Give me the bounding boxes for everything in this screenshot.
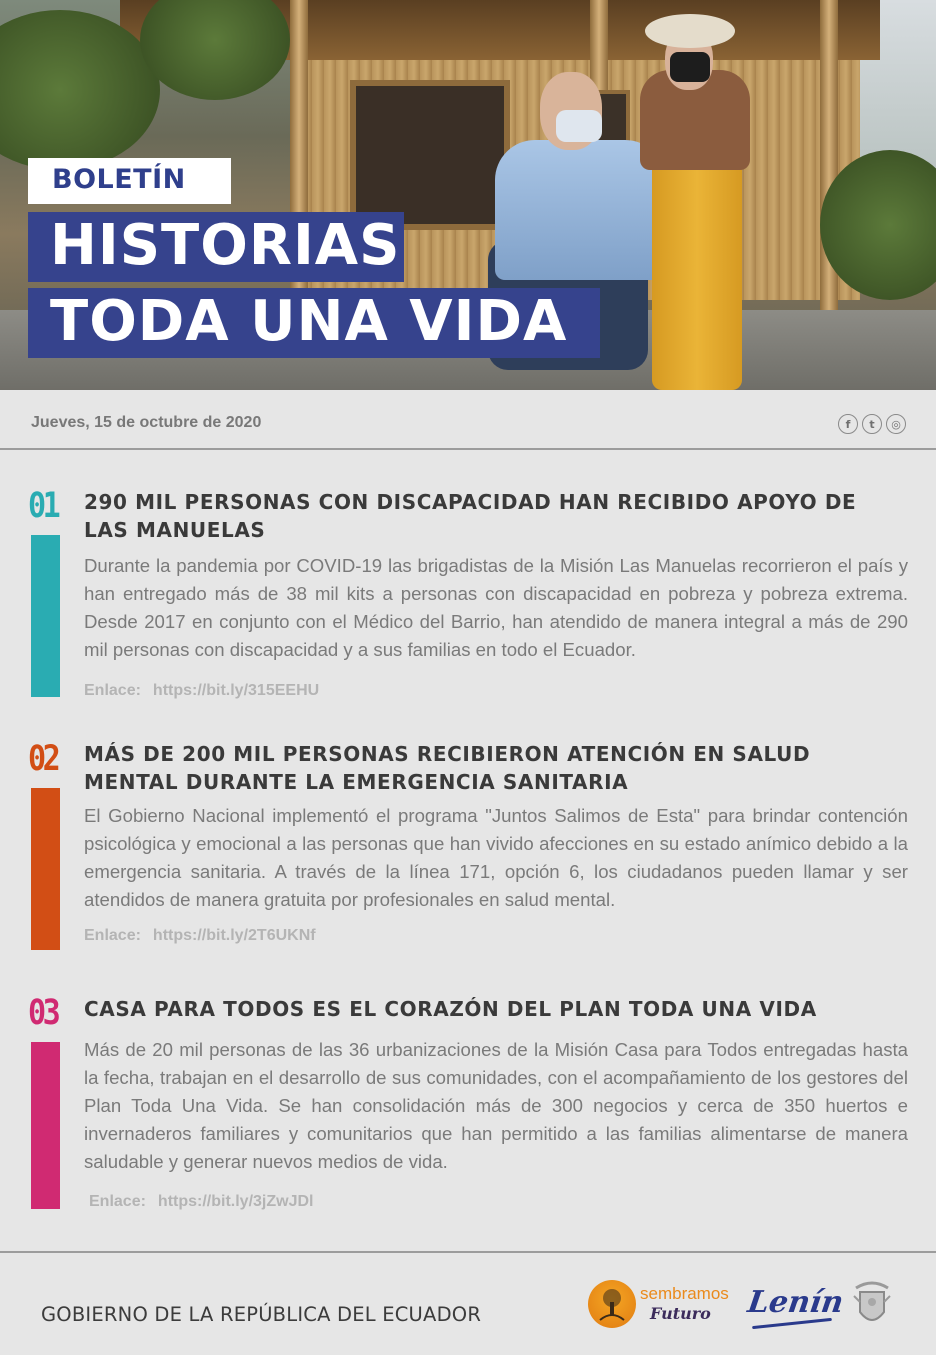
article-number: 02 bbox=[28, 739, 58, 779]
instagram-icon[interactable]: ◎ bbox=[886, 414, 906, 434]
article-link-url[interactable]: https://bit.ly/2T6UKNf bbox=[152, 927, 316, 944]
article-link bbox=[84, 682, 319, 700]
hero-photo bbox=[0, 0, 936, 390]
hero-person bbox=[670, 52, 710, 82]
article-link-label: Enlace: bbox=[84, 682, 141, 699]
article-body: Más de 20 mil personas de las 36 urbanizaciones de la Misión Casa para Todos entregadas hasta la fecha, trabajan en el desarrollo de sus comunidades, con el acompañamiento de los gestores del Plan Toda Una Vida. Se han consolidación más de 300 negocios y cerca de 350 huertos e invernaderos familiares y comunitarios que han permitido a las familias alimentarse de manera saludable y generar nuevos medios de vida. bbox=[84, 1039, 908, 1172]
facebook-icon[interactable]: f bbox=[838, 414, 858, 434]
article-link bbox=[89, 1193, 313, 1211]
article-body: Durante la pandemia por COVID-19 las brigadistas de la Misión Las Manuelas recorrieron el país y han entregado más de 38 mil kits a personas con discapacidad en pobreza y pobreza extrema. Desde 2017 en conjunto con el Médico del Barrio, han atendido de manera integral a más de 290 mil personas con discapacidad y a sus familias en todo el Ecuador. bbox=[84, 555, 908, 660]
coat-of-arms-icon bbox=[850, 1278, 894, 1332]
title-line-1-box bbox=[28, 212, 404, 282]
article-title: CASA PARA TODOS ES EL CORAZÓN DEL PLAN TODA UNA VIDA bbox=[84, 997, 817, 1021]
article-body: El Gobierno Nacional implementó el programa "Juntos Salimos de Esta" para brindar contención psicológica y emocional a las personas que han vivido afecciones en su estado anímico debido a la emergencia sanitaria. A través de la línea 171, opción 6, los ciudadanos pueden llamar y ser atendidos de manera gratuita por profesionales en salud mental. bbox=[84, 805, 908, 910]
hero-window bbox=[350, 80, 510, 230]
title-line-2-box bbox=[28, 288, 600, 358]
article-number: 01 bbox=[28, 486, 58, 526]
article-color-bar bbox=[31, 788, 60, 950]
hero-person bbox=[652, 160, 742, 390]
government-name: GOBIERNO DE LA REPÚBLICA DEL ECUADOR bbox=[41, 1303, 482, 1326]
article-number: 03 bbox=[28, 993, 58, 1033]
article-title: 290 MIL PERSONAS CON DISCAPACIDAD HAN RECIBIDO APOYO DE LAS MANUELAS bbox=[84, 490, 857, 542]
title-line-2: TODA UNA VIDA bbox=[50, 289, 568, 354]
hero-foliage bbox=[140, 0, 290, 100]
article-link-label: Enlace: bbox=[89, 1193, 146, 1210]
hero-person bbox=[645, 14, 735, 48]
sembramos-futuro-logo: sembramos Futuro bbox=[588, 1280, 738, 1332]
article-link-label: Enlace: bbox=[84, 927, 141, 944]
twitter-icon[interactable]: t bbox=[862, 414, 882, 434]
article-link-url[interactable]: https://bit.ly/315EEHU bbox=[152, 682, 320, 699]
hero-person bbox=[556, 110, 602, 142]
bulletin-tag bbox=[28, 158, 231, 204]
article-color-bar bbox=[31, 1042, 60, 1209]
divider bbox=[0, 1251, 936, 1253]
bulletin-tag-label: BOLETÍN bbox=[52, 164, 186, 195]
lenin-logo: Lenín bbox=[745, 1285, 846, 1320]
article-link bbox=[84, 927, 316, 945]
bulletin-date: Jueves, 15 de octubre de 2020 bbox=[31, 414, 262, 431]
tree-logo-icon bbox=[588, 1280, 636, 1328]
article-title: MÁS DE 200 MIL PERSONAS RECIBIERON ATENCIÓN EN SALUD MENTAL DURANTE LA EMERGENCIA SANITARIA bbox=[84, 742, 811, 794]
divider bbox=[0, 448, 936, 450]
article-link-url[interactable]: https://bit.ly/3jZwJDl bbox=[157, 1193, 314, 1210]
title-line-1: HISTORIAS bbox=[50, 213, 401, 278]
article-color-bar bbox=[31, 535, 60, 697]
social-links bbox=[838, 414, 906, 434]
